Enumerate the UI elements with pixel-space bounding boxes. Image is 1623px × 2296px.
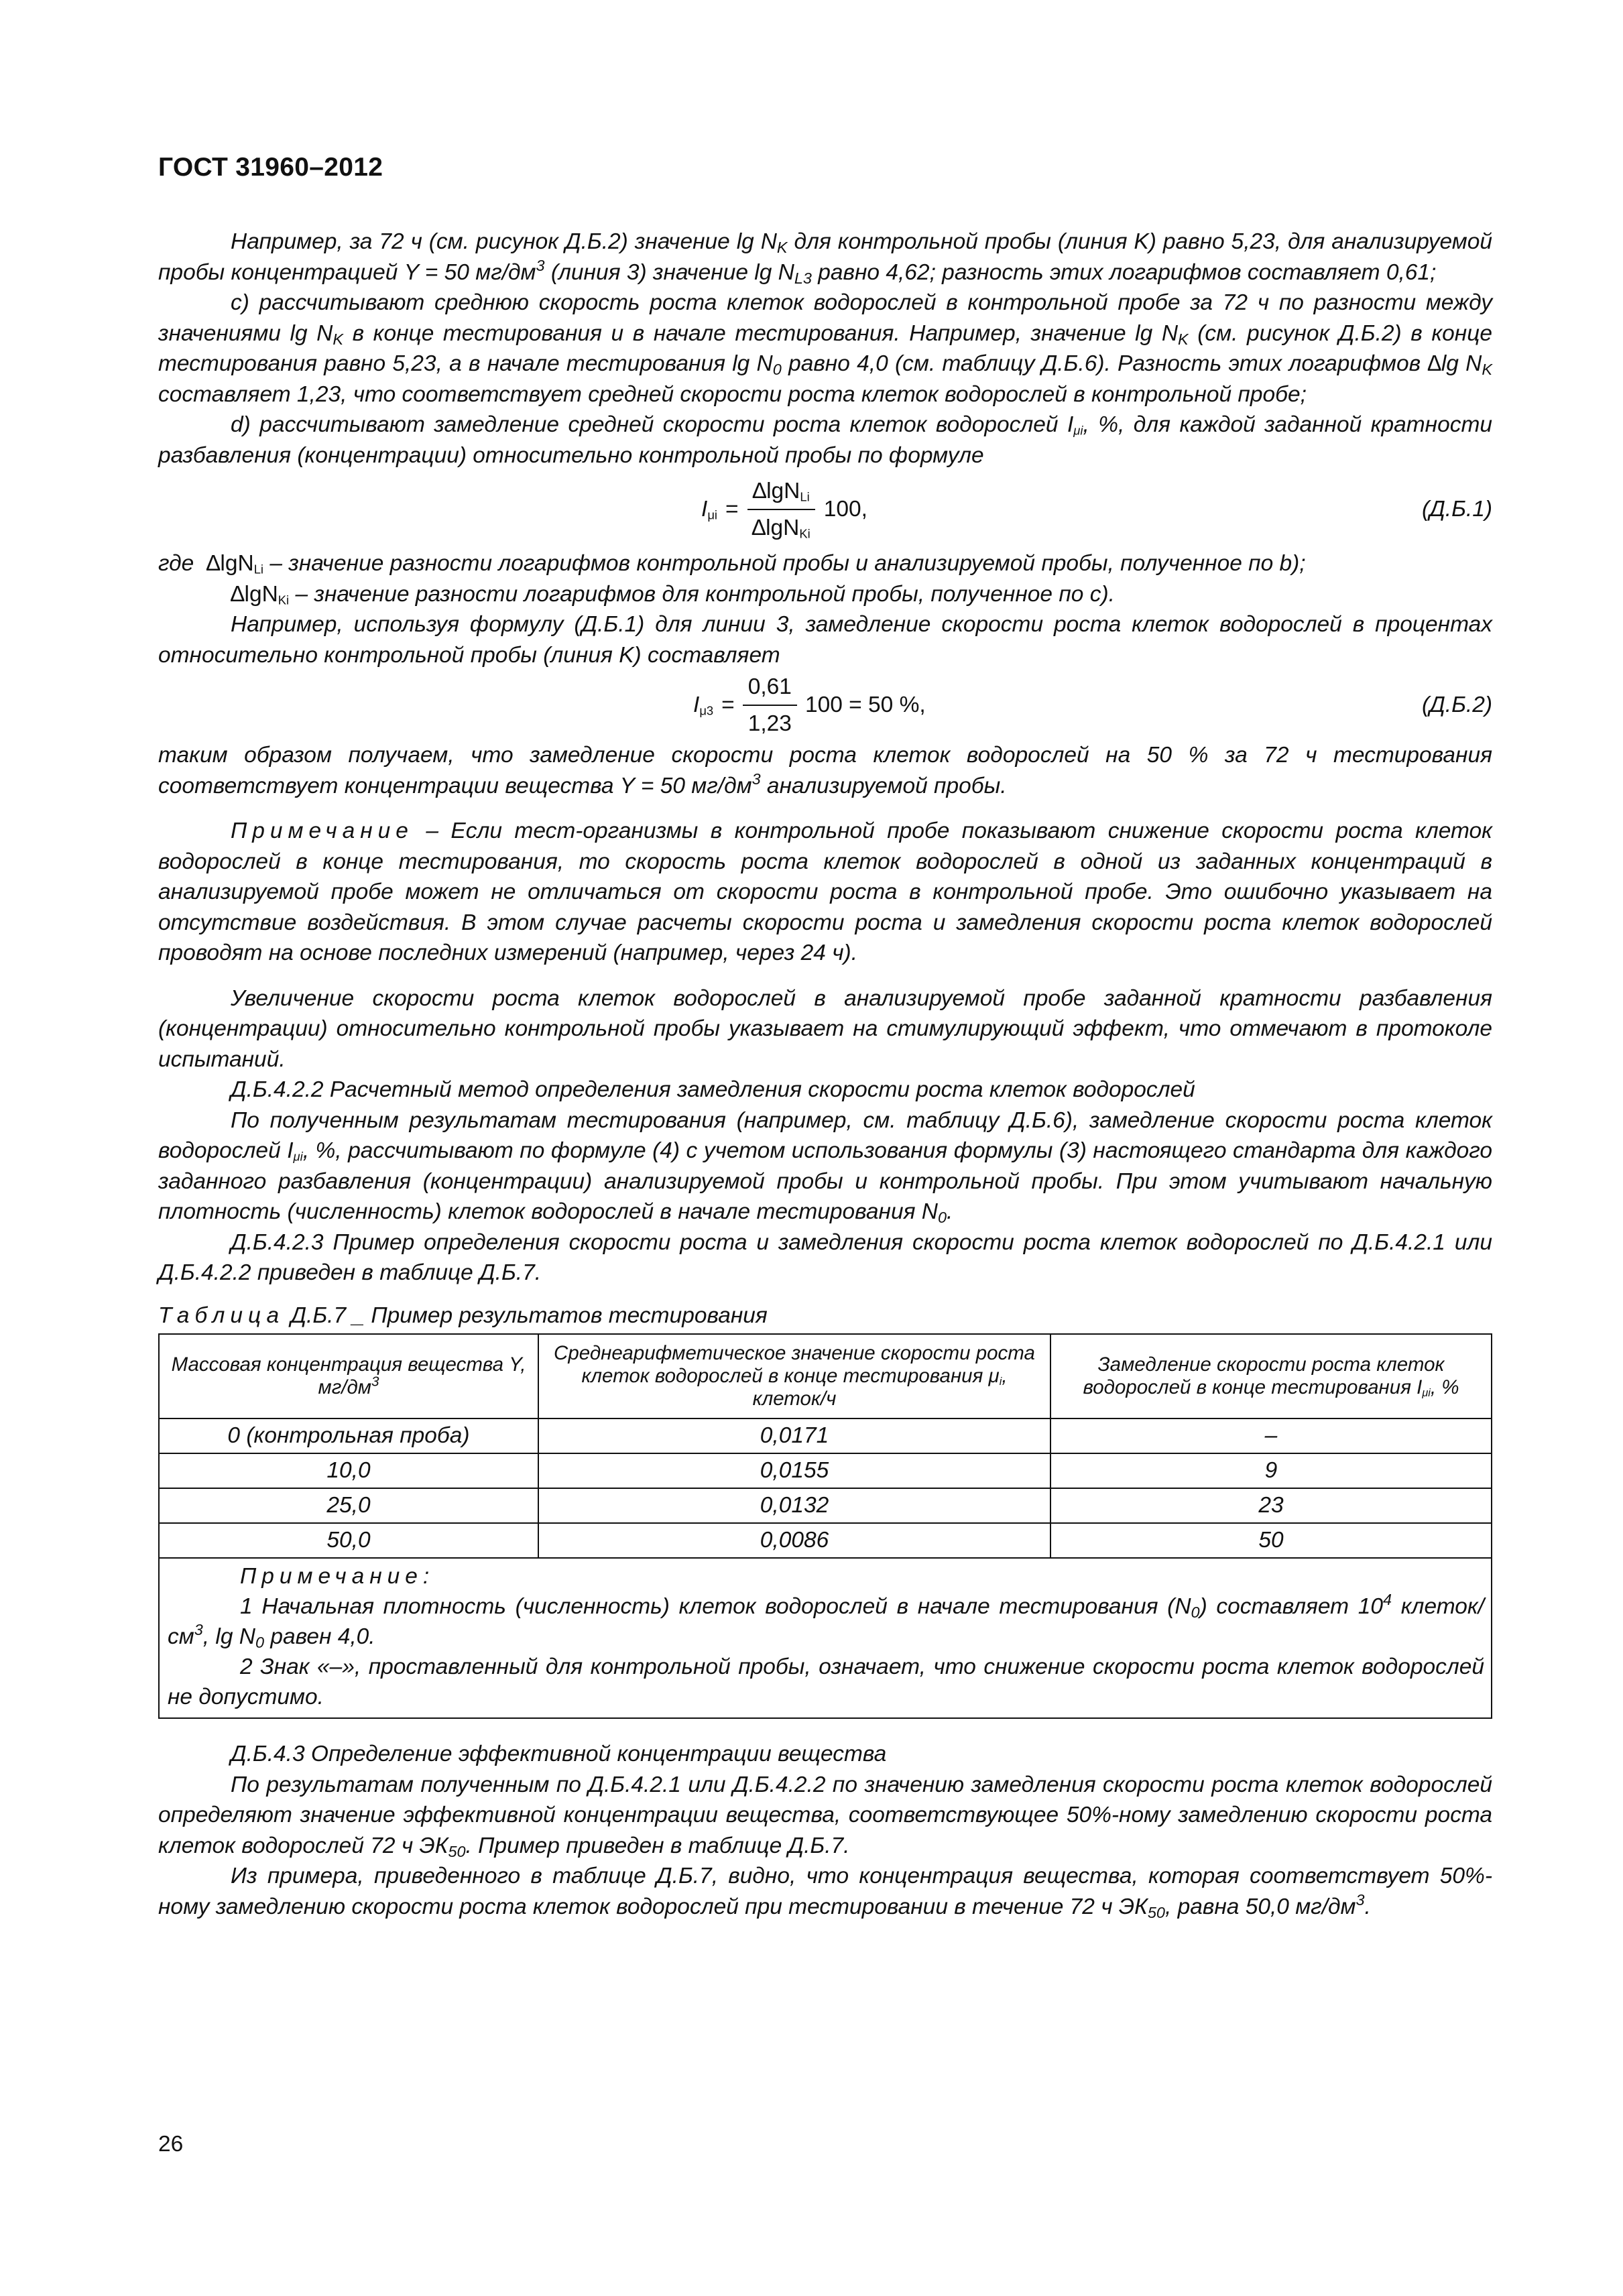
formula-db2-expression: $I_{\mu 3}$ = $\frac{0,61}{1,23}$ 100 = 50 %,	[693, 672, 926, 739]
where-line-1: где ∆lgN$_{Li}$ – значение разности логарифмов контрольной пробы и анализируемой пробы, полученное по b);	[158, 551, 1306, 577]
paragraph-db4-2-3: Д.Б.4.2.3 Пример определения скорости роста и замедления скорости роста клеток водорослей по Д.Б.4.2.1 или Д.Б.4.2.2 приведен в таблице Д.Б.7.	[158, 1229, 1492, 1285]
table-note-1: 1 Начальная плотность (численность) клеток водорослей в начале тестирования $(N_0)$ составляет $10^4$ клеток/$см^3$, $\lg N_0$ равен 4,0.	[168, 1591, 1484, 1651]
formula-db1	[158, 472, 1492, 547]
where-line-2: ∆lgN$_{Ki}$ – значение разности логарифмов для контрольной пробы, полученное по c).	[231, 581, 1115, 607]
document-page	[158, 0, 1492, 2296]
table-note-row	[159, 1558, 1492, 1718]
results-table	[158, 1333, 1492, 1719]
table-note	[159, 1558, 1492, 1718]
document-header: ГОСТ 31960–2012	[158, 153, 383, 182]
table-header-inhibition: Замедление скорости роста клеток водорослей в конце тестирования $I_{\mu i}$, %	[1050, 1334, 1492, 1418]
document-body	[158, 227, 1492, 1922]
section-heading-db4-3: Д.Б.4.3 Определение эффективной концентрации вещества	[231, 1742, 887, 1766]
formula-db2	[158, 672, 1492, 739]
table-row: 10,0 0,0155 9	[159, 1453, 1492, 1488]
paragraph-calc-method: По полученным результатам тестирования (например, см. таблицу Д.Б.6), замедление скорости роста клеток водорослей $I_{\mu i}$, %, рассчитывают по формуле (4) с учетом использования формулы (3) настоящего стандарта для каждого заданного разбавления (концентрации) анализируемой пробы и контрольной пробы. При этом учитывают начальную плотность (численность) клеток водорослей в начале тестирования $N_0$.	[158, 1107, 1492, 1226]
note-paragraph: Примечание – Если тест-организмы в контрольной пробе показывают снижение скорости роста клеток водорослей в конце тестирования, то скорость роста клеток водорослей в одной из заданных концентраций в анализируемой пробе может не отличаться от скорости роста в контрольной пробе. Это ошибочно указывает на отсутствие воздействия. В этом случае расчеты скорости роста и замедления скорости роста клеток водорослей проводят на основе последних измерений (например, через 24 ч).	[158, 819, 1492, 965]
section-heading-db4-2-2: Д.Б.4.2.2 Расчетный метод определения замедления скорости роста клеток водорослей	[231, 1077, 1195, 1102]
formula-db1-number: (Д.Б.1)	[1422, 497, 1492, 522]
table-header-concentration: Массовая концентрация вещества Y, $мг/дм^3$	[159, 1334, 538, 1418]
table-header-row	[159, 1334, 1492, 1418]
table-header-growth-rate: Среднеарифметическое значение скорости роста клеток водорослей в конце тестирования $\mu_i$, клеток/ч	[538, 1334, 1050, 1418]
table-row: 50,0 0,0086 50	[159, 1523, 1492, 1558]
paragraph-example-line3: Например, используя формулу (Д.Б.1) для линии 3, замедление скорости роста клеток водорослей в процентах относительно контрольной пробы (линия K) составляет	[158, 612, 1492, 668]
table-row: 0 (контрольная проба) 0,0171 –	[159, 1418, 1492, 1453]
note-label: Примечание	[231, 819, 414, 843]
formula-db1-expression: $I_{\mu i}$ = $\frac{\Delta\lg N_{Li}}{\Delta\lg N_{Ki}}$ 100,	[701, 472, 867, 547]
paragraph-conclusion: таким образом получаем, что замедление скорости роста клеток водорослей на 50 % за 72 ч тестирования соответствует концентрации вещества Y = 50 $мг/дм^3$ анализируемой пробы.	[158, 743, 1492, 798]
formula-db2-number: (Д.Б.2)	[1422, 692, 1492, 718]
table-note-label: Примечание:	[240, 1564, 435, 1589]
paragraph-step-d: d) рассчитывают замедление средней скорости роста клеток водорослей $I_{\mu i}$, %, для каждой заданной кратности разбавления (концентрации) относительно контрольной пробы по формуле	[158, 412, 1493, 468]
table-row: 25,0 0,0132 23	[159, 1488, 1492, 1523]
paragraph-example-ec50: Из примера, приведенного в таблице Д.Б.7, видно, что концентрация вещества, которая соответствует 50%-ному замедлению скорости роста клеток водорослей при тестировании в течение 72 ч $ЭК_{50}$, равна 50,0 $мг/дм^3$.	[158, 1864, 1492, 1921]
table-note-2: 2 Знак «–», проставленный для контрольной пробы, означает, что снижение скорости роста клеток водорослей не допустимо.	[168, 1654, 1484, 1709]
paragraph-step-c: c) рассчитывают среднюю скорость роста клеток водорослей в контрольной пробе за 72 ч по разности между значениями $\lg N_K$ в конце тестирования и в начале тестирования. Например, значение $\lg N_K$ (см. рисунок Д.Б.2) в конце тестирования равно 5,23, а в начале тестирования $\lg N_0$ равно 4,0 (см. таблицу Д.Б.6). Разность этих логарифмов ∆lg $N_K$ составляет 1,23, что соответствует средней скорости роста клеток водорослей в контрольной пробе;	[158, 290, 1492, 407]
paragraph-stimulating-effect: Увеличение скорости роста клеток водорослей в анализируемой пробе заданной кратности разбавления (концентрации) относительно контрольной пробы указывает на стимулирующий эффект, что отмечают в протоколе испытаний.	[158, 985, 1492, 1072]
formula-db1-fraction: $\frac{\Delta\lg N_{Li}}{\Delta\lg N_{Ki}}$	[747, 476, 816, 544]
paragraph-effective-concentration: По результатам полученным по Д.Б.4.2.1 или Д.Б.4.2.2 по значению замедления скорости роста клеток водорослей определяют значение эффективной концентрации вещества, соответствующее 50%-ному замедлению скорости роста клеток водорослей 72 ч $ЭК_{50}$. Пример приведен в таблице Д.Б.7.	[158, 1772, 1492, 1860]
table-caption: Таблица Д.Б.7 _ Пример результатов тестирования	[158, 1303, 768, 1328]
paragraph-example-72h: Например, за 72 ч (см. рисунок Д.Б.2) значение $\lg N_K$ для контрольной пробы (линия K) равно 5,23, для анализируемой пробы концентрацией Y = 50 $мг/дм^3$ (линия 3) значение $\lg N_{L3}$ равно 4,62; разность этих логарифмов составляет 0,61;	[158, 229, 1492, 287]
page-number: 26	[158, 2132, 184, 2157]
formula-db2-fraction: $\frac{0,61}{1,23}$	[743, 672, 797, 739]
